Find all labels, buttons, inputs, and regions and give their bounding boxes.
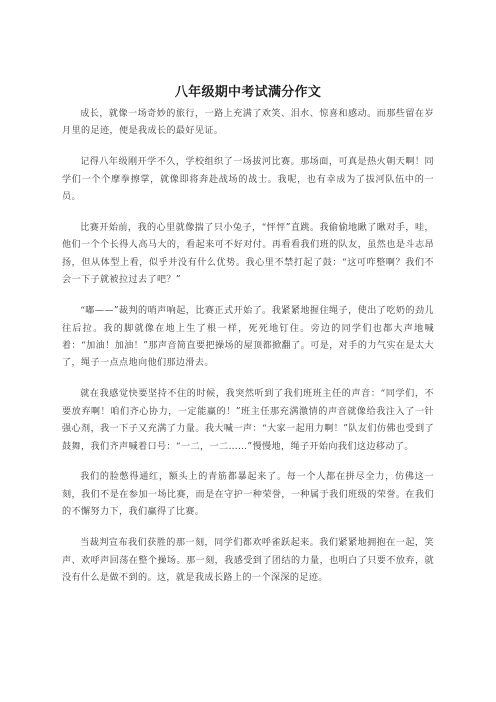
paragraph: 当裁判宣布我们获胜的那一刻，同学们都欢呼雀跃起来。我们紧紧地拥抱在一起，笑声、欢呼声回荡在整个操场。那一刻，我感受到了团结的力量，也明白了只要不放弃，就没有什么是做不到的。这，就是我成长路上的一个深深的足迹。: [62, 538, 434, 583]
document-title: 八年级期中考试满分作文: [174, 85, 322, 100]
paragraph: 比赛开始前，我的心里就像揣了只小兔子，“怦怦”直跳。我偷偷地瞅了瞅对手，哇，他们一个个长得人高马大的，看起来可不好对付。再看看我们班的队友，虽然也是斗志昂扬，但从体型上看，似乎并没有什么优势。我心里不禁打起了鼓：“这可咋整啊？我们不会一下子就被拉过去了吧？”: [62, 223, 434, 286]
paragraph: 我们的脸憋得通红，额头上的青筋都暴起来了。每一个人都在拼尽全力，仿佛这一刻，我们不是在参加一场比赛，而是在守护一种荣誉，一种属于我们班级的荣誉。在我们的不懈努力下，我们赢得了比赛。: [62, 472, 434, 518]
paragraph: “嘟——”裁判的哨声响起，比赛正式开始了。我紧紧地握住绳子，使出了吃奶的劲儿往后拉。我的脚就像在地上生了根一样，死死地钉住。旁边的同学们也都大声地喊着：“加油！加油！”那声音简直要把操场的屋顶都掀翻了。可是，对手的力气实在是太大了，绳子一点点地向他们那边滑去。: [62, 306, 434, 369]
paragraph: 成长，就像一场奇妙的旅行，一路上充满了欢笑、泪水、惊喜和感动。而那些留在岁月里的足迹，便是我成长的最好见证。: [62, 109, 434, 137]
document-body: [62, 106, 434, 601]
paragraph: 就在我感觉快要坚持不住的时候，我突然听到了我们班班主任的声音：“同学们，不要放弃啊！咱们齐心协力，一定能赢的！”班主任那充满激情的声音就像给我注入了一针强心剂，我一下子又充满了力量。我大喊一声：“大家一起用力啊！”队友们仿佛也受到了鼓舞，我们齐声喊着口号：“一二，一二……”慢慢地，绳子开始向我们这边移动了。: [62, 389, 434, 452]
paragraph: 记得八年级刚开学不久，学校组织了一场拔河比赛。那场面，可真是热火朝天啊！同学们一个个摩拳擦掌，就像即将奔赴战场的战士。我呢，也有幸成为了拔河队伍中的一员。: [62, 157, 434, 203]
